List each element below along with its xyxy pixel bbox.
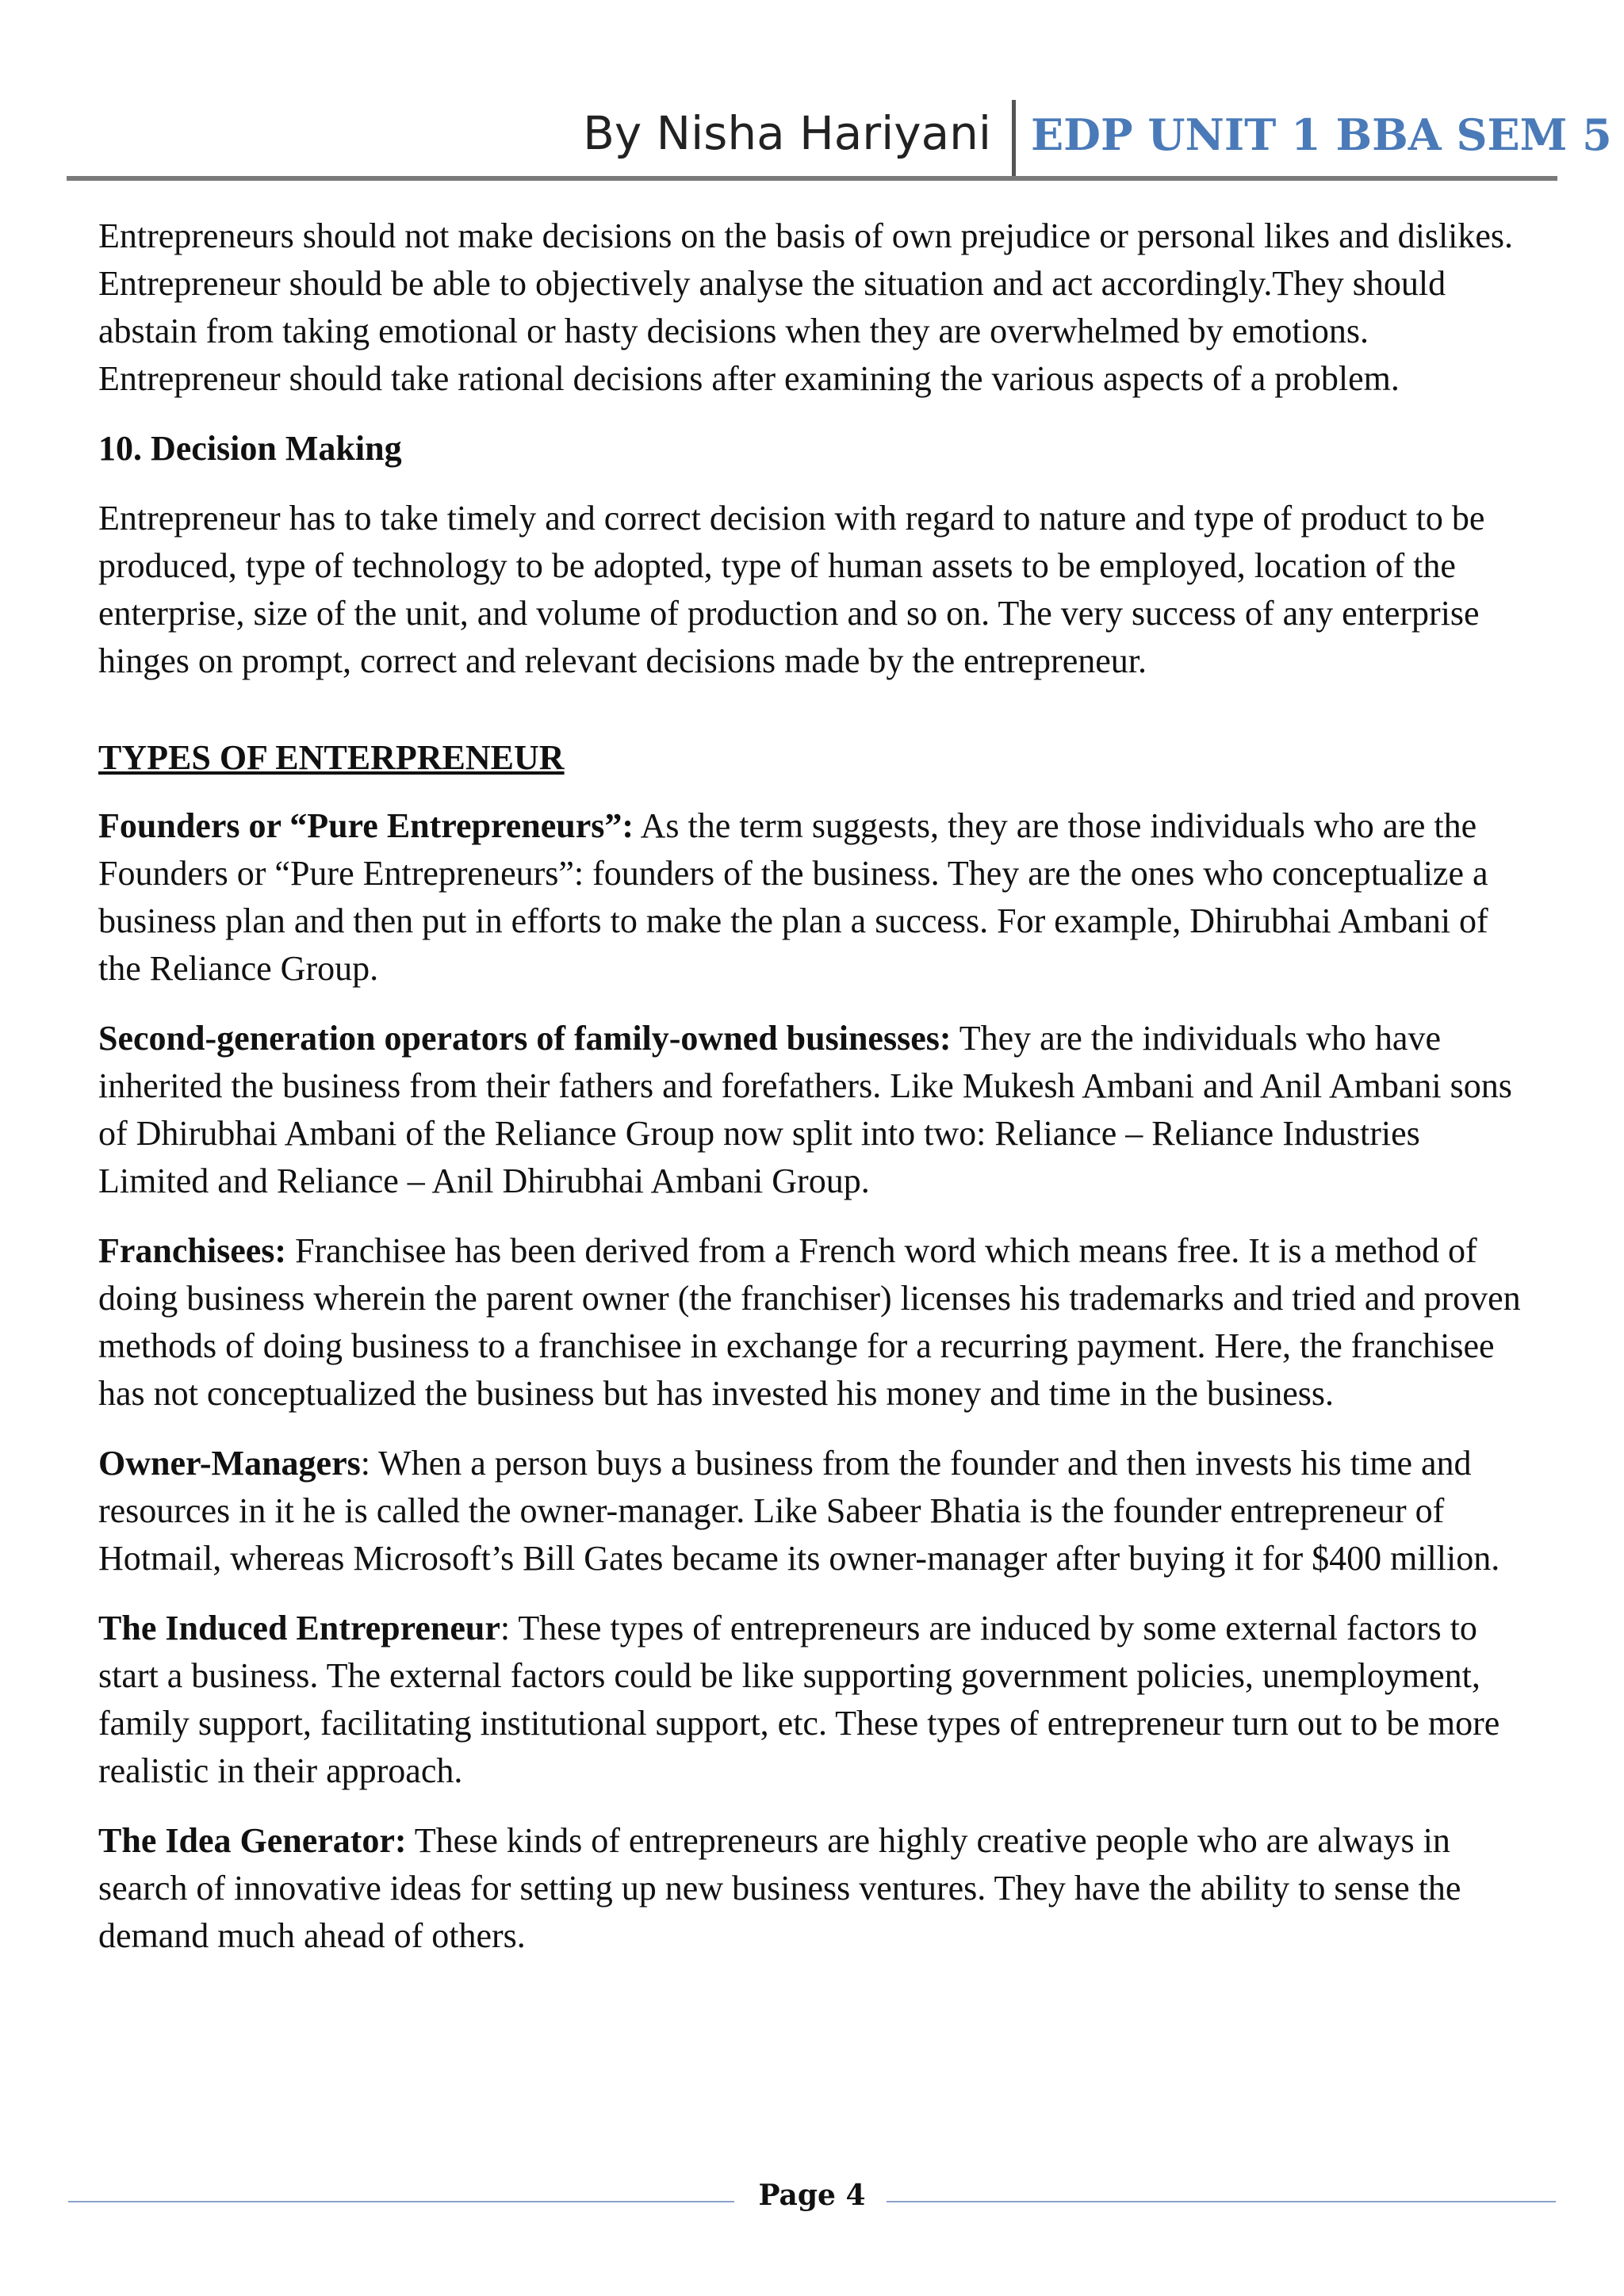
page-header (68, 100, 1612, 179)
type-item-second-generation (98, 1015, 1526, 1205)
decision-making-paragraph: Entrepreneur has to take timely and correct decision with regard to nature and type of product to be produced, type of technology to be adopted, type of human assets to be employed, location of the enterprise, size of the unit, and volume of production and so on. The very success of any enterprise hinges on prompt, correct and relevant decisions made by the entrepreneur. (98, 499, 1485, 680)
type-item-idea-generator (98, 1817, 1526, 1960)
type-item-owner-managers (98, 1440, 1526, 1582)
type-term: The Induced Entrepreneur (98, 1609, 500, 1647)
page-footer (68, 2177, 1556, 2225)
header-unit-label: EDP UNIT 1 BBA SEM 5 (1031, 109, 1612, 160)
page-number: Page 4 (758, 2179, 866, 2212)
type-term: The Idea Generator: (98, 1821, 407, 1860)
type-description: : These types of entrepreneurs are induced by some external factors to start a business. The external factors could be like supporting government policies, unemployment, family support, facilitating institutional support, etc. These types of entrepreneur turn out to be more realistic in their approach. (98, 1609, 1500, 1790)
header-rule (67, 176, 1557, 181)
types-section-title: TYPES OF ENTERPRENEUR (98, 738, 565, 777)
type-term: Owner-Managers (98, 1444, 361, 1483)
intro-paragraph: Entrepreneurs should not make decisions on the basis of own prejudice or personal likes and dislikes. Entrepreneur should be able to objectively analyse the situation and act accordingly.They should abstain from taking emotional or hasty decisions when they are overwhelmed by emotions. Entrepreneur should take rational decisions after examining the various aspects of a problem. (98, 216, 1514, 398)
type-item-induced-entrepreneur (98, 1605, 1526, 1795)
type-item-franchisees (98, 1227, 1526, 1418)
header-author: By Nisha Hariyani (583, 106, 991, 160)
type-description: As the term suggests, they are those individuals who are the Founders or “Pure Entrepreneurs”: founders of the business. They are the ones who conceptualize a business plan and then put in efforts to make the plan a success. For example, Dhirubhai Ambani of the Reliance Group. (98, 806, 1488, 988)
decision-making-heading: 10. Decision Making (98, 429, 402, 468)
type-description: Franchisee has been derived from a French word which means free. It is a method of doing business wherein the parent owner (the franchiser) licenses his trademarks and tried and proven methods of doing business to a franchisee in exchange for a recurring payment. Here, the franchisee has not conceptualized the business but has invested his money and time in the business. (98, 1231, 1521, 1413)
type-term: Second-generation operators of family-owned businesses: (98, 1019, 952, 1058)
type-description: : When a person buys a business from the founder and then invests his time and resources in it he is called the owner-manager. Like Sabeer Bhatia is the founder entrepreneur of Hotmail, whereas Microsoft’s Bill Gates became its owner-manager after buying it for $400 million. (98, 1444, 1500, 1578)
type-description: They are the individuals who have inherited the business from their fathers and forefathers. Like Mukesh Ambani and Anil Ambani sons of Dhirubhai Ambani of the Reliance Group now split into two: Reliance – Reliance Industries Limited and Reliance – Anil Dhirubhai Ambani Group. (98, 1019, 1512, 1200)
document-body (98, 212, 1526, 1960)
type-term: Founders or “Pure Entrepreneurs”: (98, 806, 634, 845)
header-divider (1012, 100, 1016, 178)
type-term: Franchisees: (98, 1231, 287, 1270)
type-item-founders (98, 802, 1526, 993)
footer-rule-right (887, 2201, 1556, 2202)
type-description: These kinds of entrepreneurs are highly creative people who are always in search of innovative ideas for setting up new business ventures. They have the ability to sense the demand much ahead of others. (98, 1821, 1461, 1955)
footer-rule-left (68, 2201, 734, 2202)
